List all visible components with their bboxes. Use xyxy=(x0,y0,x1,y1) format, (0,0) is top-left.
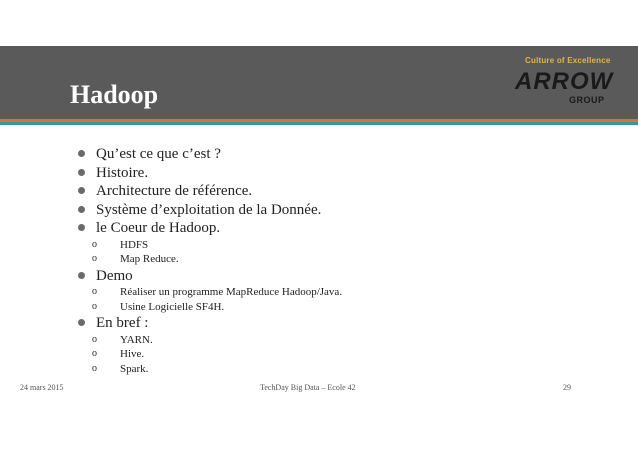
bullet-dot-icon xyxy=(78,150,85,157)
sub-bullet-text: Usine Logicielle SF4H. xyxy=(120,300,225,313)
logo-tagline: Culture of Excellence xyxy=(525,56,611,65)
sub-bullet-item xyxy=(78,285,342,300)
sub-bullet-text: YARN. xyxy=(120,333,153,346)
bullet-text: En bref : xyxy=(96,315,149,331)
arrow-group-logo xyxy=(505,56,625,112)
bullet-list xyxy=(78,145,342,376)
bullet-item xyxy=(78,314,342,333)
logo-group-label: GROUP xyxy=(569,95,605,105)
sub-bullet-marker: o xyxy=(92,286,97,297)
bullet-text: Système d’exploitation de la Donnée. xyxy=(96,201,322,218)
bullet-text: Qu’est ce que c’est ? xyxy=(96,146,221,162)
sub-bullet-text: HDFS xyxy=(120,238,149,251)
sub-bullet-item xyxy=(78,362,342,377)
bullet-text: le Coeur de Hadoop. xyxy=(96,220,221,236)
bullet-dot-icon xyxy=(78,169,85,176)
footer-event: TechDay Big Data – Ecole 42 xyxy=(260,383,356,392)
sub-bullet-marker: o xyxy=(92,300,97,312)
sub-bullet-marker: o xyxy=(92,238,97,250)
page-number: 29 xyxy=(563,383,571,392)
sub-bullet-text: Hive. xyxy=(120,348,145,360)
bullet-item xyxy=(78,267,342,286)
sub-bullet-marker: o xyxy=(92,333,97,345)
sub-bullet-text: Map Reduce. xyxy=(120,253,179,265)
bullet-dot-icon xyxy=(78,206,85,213)
bullet-text: Architecture de référence. xyxy=(96,183,253,199)
bullet-item xyxy=(78,182,342,201)
bullet-item xyxy=(78,145,342,164)
bullet-dot-icon xyxy=(78,224,85,231)
sub-bullet-item xyxy=(78,333,342,348)
sub-bullet-item xyxy=(78,238,342,253)
footer-date: 24 mars 2015 xyxy=(20,383,64,392)
bullet-dot-icon xyxy=(78,319,85,326)
logo-wordmark: ARROW xyxy=(515,68,614,95)
sub-bullet-item xyxy=(78,347,342,362)
bullet-item xyxy=(78,164,342,183)
teal-divider xyxy=(0,122,638,125)
bullet-text: Demo xyxy=(96,267,133,284)
sub-bullet-marker: o xyxy=(92,348,97,359)
bullet-item xyxy=(78,201,342,220)
sub-bullet-marker: o xyxy=(92,362,97,374)
sub-bullet-item xyxy=(78,300,342,315)
bullet-dot-icon xyxy=(78,187,85,194)
bullet-text: Histoire. xyxy=(96,164,149,181)
sub-bullet-item xyxy=(78,252,342,267)
sub-bullet-text: Réaliser un programme MapReduce Hadoop/Java. xyxy=(120,286,343,298)
bullet-item xyxy=(78,219,342,238)
sub-bullet-text: Spark. xyxy=(120,362,149,375)
slide-title: Hadoop xyxy=(70,80,159,109)
bullet-dot-icon xyxy=(78,272,85,279)
sub-bullet-marker: o xyxy=(92,253,97,264)
